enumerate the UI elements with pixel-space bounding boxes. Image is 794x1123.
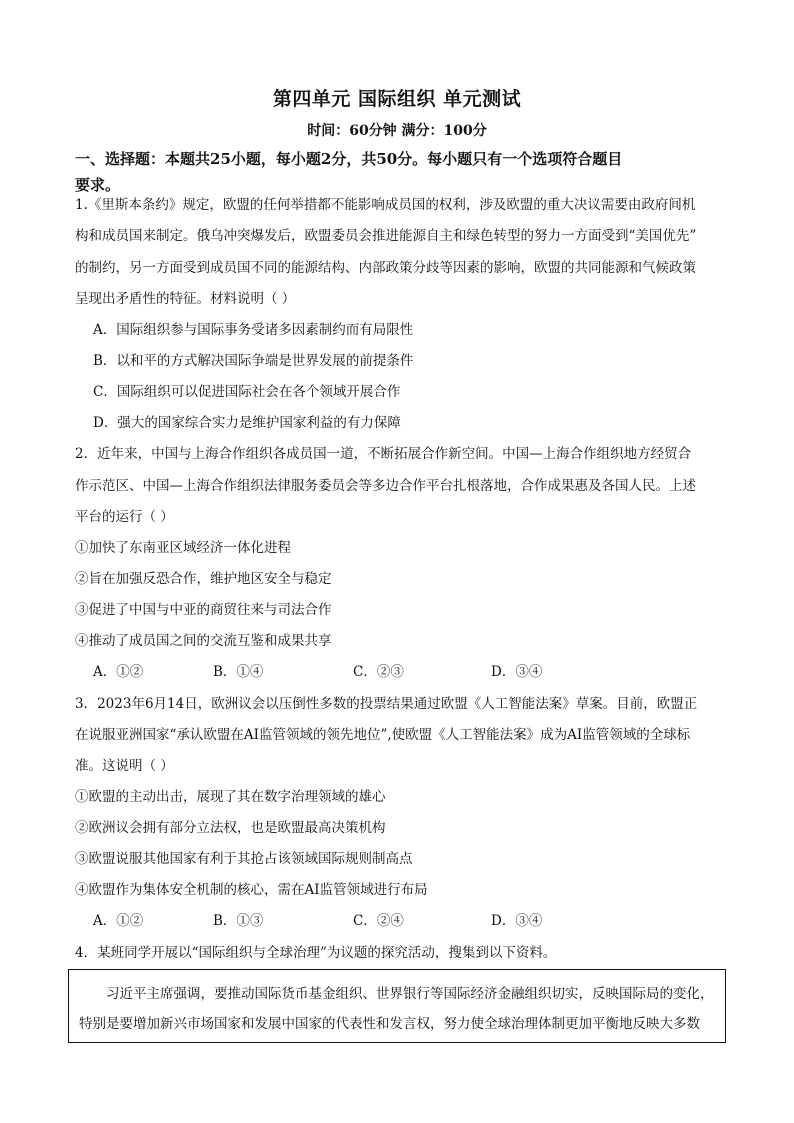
q3-choice-a: A．①② [93,913,144,929]
q3-choice-b: B．①③ [213,913,264,929]
q3-stem-line: 在说服亚洲国家“承认欧盟在AI监管领域的领先地位”,使欧盟《人工智能法案》成为AI监管领域的全球标 [75,727,691,743]
q3-stem-line: 3．2023年6月14日，欧洲议会以压倒性多数的投票结果通过欧盟《人工智能法案》草案。目前，欧盟正 [75,696,698,712]
q1-stem-line: 呈现出矛盾性的特征。材料说明（ ） [75,291,296,307]
q2-choice-d: D．③④ [491,664,543,680]
q2-statement: ①加快了东南亚区域经济一体化进程 [75,540,291,556]
q4-stem-line: 4．某班同学开展以“国际组织与全球治理”为议题的探究活动，搜集到以下资料。 [75,945,557,961]
q3-choice-c: C．②④ [353,913,404,929]
q3-choice-d: D．③④ [491,913,543,929]
q2-statement: ④推动了成员国之间的交流互鉴和成果共享 [75,633,332,649]
q1-option-a: A．国际组织参与国际事务受诸多因素制约而有局限性 [93,322,414,338]
q4-material-line: 特别是要增加新兴市场国家和发展中国家的代表性和发言权，努力使全球治理体制更加平衡地反映大多数 [79,1016,700,1032]
q1-stem-line: 的制约，另一方面受到成员国不同的能源结构、内部政策分歧等因素的影响，欧盟的共同能源和气候政策 [75,260,696,276]
q2-choice-a: A．①② [93,664,144,680]
q3-statement: ②欧洲议会拥有部分立法权，也是欧盟最高决策机构 [75,820,386,836]
q1-option-c: C．国际组织可以促进国际社会在各个领域开展合作 [93,384,401,400]
page-title: 第四单元 国际组织 单元测试 [272,88,522,110]
q4-material-box [68,969,726,1043]
q2-statement: ②旨在加强反恐合作，维护地区安全与稳定 [75,571,332,587]
q4-material-line: 习近平主席强调，要推动国际货币基金组织、世界银行等国际经济金融组织切实，反映国际局的变化， [79,986,714,1002]
q1-stem-line: 构和成员国来制定。俄乌冲突爆发后，欧盟委员会推进能源自主和绿色转型的努力一方面受到“美国优先” [75,228,697,244]
q3-stem-line: 准。这说明（ ） [75,758,174,774]
q2-choice-c: C．②③ [353,664,404,680]
q1-stem-line: 1.《里斯本条约》规定，欧盟的任何举措都不能影响成员国的权利，涉及欧盟的重大决议需要由政府间机 [75,197,696,213]
exam-time-score: 时间：60分钟 满分：100分 [307,123,487,139]
q3-statement: ④欧盟作为集体安全机制的核心，需在AI监管领域进行布局 [75,882,428,898]
q2-stem-line: 2．近年来，中国与上海合作组织各成员国一道，不断拓展合作新空间。中国—上海合作组织地方经贸合 [75,446,692,462]
q2-stem-line: 作示范区、中国—上海合作组织法律服务委员会等多边合作平台扎根落地，合作成果惠及各国人民。上述 [75,478,696,494]
q1-option-d: D．强大的国家综合实力是维护国家利益的有力保障 [93,415,401,431]
q2-choice-b: B．①④ [213,664,264,680]
section-heading-line2: 要求。 [75,176,121,194]
section-heading-line1: 一、选择题：本题共25小题，每小题2分，共50分。每小题只有一个选项符合题目 [75,150,623,168]
section-heading [75,146,725,198]
q2-statement: ③促进了中国与中亚的商贸往来与司法合作 [75,602,332,618]
q3-statement: ①欧盟的主动出击，展现了其在数字治理领域的雄心 [75,789,386,805]
q1-option-b: B．以和平的方式解决国际争端是世界发展的前提条件 [93,353,414,369]
q3-statement: ③欧盟说服其他国家有利于其抢占该领域国际规则制高点 [75,851,413,867]
q2-stem-line: 平台的运行（ ） [75,509,174,525]
